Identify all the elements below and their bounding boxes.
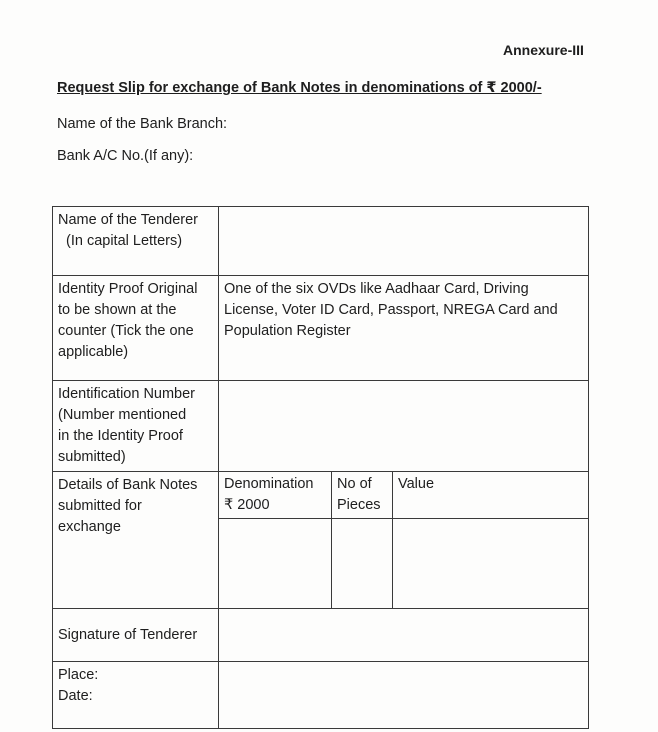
- bank-notes-entry-row: [219, 519, 588, 609]
- identification-number-label-line3: in the Identity Proof: [58, 428, 183, 444]
- pieces-header-line2: Pieces: [337, 497, 381, 513]
- date-label: Date:: [58, 688, 93, 704]
- identification-number-label-line2: (Number mentioned: [58, 407, 187, 423]
- denomination-entry-field[interactable]: [219, 519, 332, 609]
- bank-notes-label-line2: submitted for: [58, 498, 142, 514]
- bank-notes-label-line3: exchange: [58, 519, 121, 535]
- tenderer-name-row: [53, 207, 589, 276]
- pieces-entry-field[interactable]: [332, 519, 393, 609]
- denomination-header: [219, 472, 332, 519]
- place-label: Place:: [58, 667, 99, 683]
- identification-number-field[interactable]: [219, 381, 589, 472]
- bank-notes-header-row: [219, 472, 588, 519]
- signature-label: Signature of Tenderer: [53, 609, 219, 662]
- identification-number-label-line4: submitted): [58, 449, 126, 465]
- account-number-label: Bank A/C No.(If any):: [57, 148, 194, 164]
- identification-number-label: [53, 381, 219, 472]
- place-date-field[interactable]: [219, 662, 589, 729]
- denomination-value: ₹ 2000: [224, 497, 270, 513]
- tenderer-name-label-line2: (In capital Letters): [66, 233, 183, 249]
- annexure-label: Annexure-III: [503, 42, 584, 58]
- signature-row: [53, 609, 589, 662]
- identity-proof-label-line1: Identity Proof Original: [58, 281, 198, 297]
- identity-proof-options-line1: One of the six OVDs like Aadhaar Card, Driving: [224, 281, 529, 297]
- bank-notes-row: [53, 472, 589, 609]
- tenderer-name-label: [53, 207, 219, 276]
- denomination-header-label: Denomination: [224, 476, 314, 492]
- identity-proof-row: [53, 276, 589, 381]
- bank-notes-label-line1: Details of Bank Notes: [58, 477, 198, 493]
- identity-proof-label-line4: applicable): [58, 344, 129, 360]
- identity-proof-options-line2: License, Voter ID Card, Passport, NREGA Card and: [224, 302, 558, 318]
- place-date-row: [53, 662, 589, 729]
- identity-proof-label: [53, 276, 219, 381]
- signature-field[interactable]: [219, 609, 589, 662]
- pieces-header: [332, 472, 393, 519]
- pieces-header-line1: No of: [337, 476, 372, 492]
- request-slip-table: [52, 206, 589, 729]
- identification-number-label-line1: Identification Number: [58, 386, 196, 402]
- place-date-labels: [53, 662, 219, 729]
- identity-proof-label-line2: to be shown at the: [58, 302, 177, 318]
- identity-proof-options-line3: Population Register: [224, 323, 351, 339]
- bank-notes-subtable: [219, 472, 588, 608]
- form-title: Request Slip for exchange of Bank Notes in denominations of ₹ 2000/-: [57, 80, 542, 96]
- bank-branch-label: Name of the Bank Branch:: [57, 116, 228, 132]
- identity-proof-options[interactable]: [219, 276, 589, 381]
- tenderer-name-field[interactable]: [219, 207, 589, 276]
- value-header-label: Value: [398, 476, 435, 492]
- bank-notes-label: [53, 472, 219, 609]
- value-entry-field[interactable]: [393, 519, 589, 609]
- value-header: [393, 472, 589, 519]
- tenderer-name-label-line1: Name of the Tenderer: [58, 212, 198, 228]
- bank-notes-details: [219, 472, 589, 609]
- identification-number-row: [53, 381, 589, 472]
- identity-proof-label-line3: counter (Tick the one: [58, 323, 194, 339]
